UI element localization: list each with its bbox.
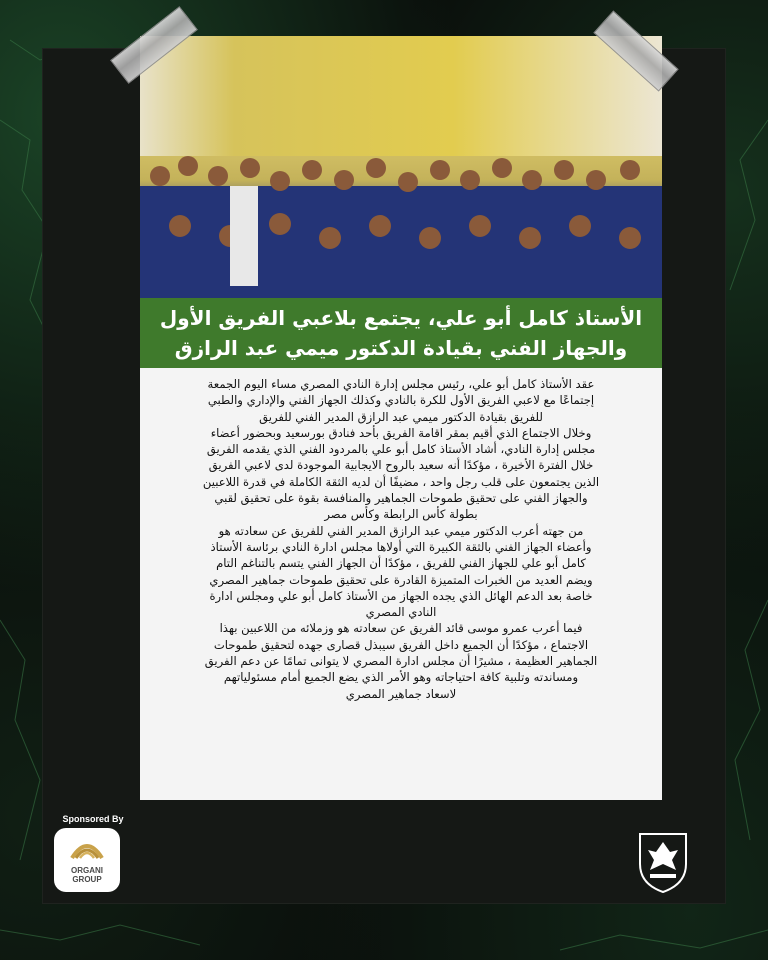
headline-line-2: والجهاز الفني بقيادة الدكتور ميمي عبد الرازق — [174, 336, 628, 360]
article-line: الذين يجتمعون على قلب رجل واحد ، مضيفًا أن لديه الثقة الكاملة في قدرة اللاعبين — [202, 474, 600, 489]
article-line: للفريق بقيادة الدكتور ميمي عبد الرازق المدير الفني للفريق — [259, 409, 543, 424]
headline — [140, 298, 662, 368]
article-line: كامل أبو علي للجهاز الفني للفريق ، مؤكدًا أن الجهاز الفني يتسم بالتناغم التام — [216, 556, 586, 571]
club-crest-icon — [628, 826, 698, 896]
headline-line-1: الأستاذ كامل أبو علي، يجتمع بلاعبي الفريق الأول — [159, 306, 643, 330]
article-line: الاجتماع ، مؤكدًا أن الجميع داخل الفريق سيبذل قصارى جهده لتحقيق طموحات — [213, 637, 589, 652]
organi-emblem-icon — [54, 828, 120, 866]
article-line: خلال الفترة الأخيرة ، مؤكدًا أنه سعيد بالروح الايجابية الموجودة لدى لاعبي الفريق — [208, 458, 594, 473]
article-line: ويضم العديد من الخبرات المتميزة القادرة على تحقيق طموحات جماهير المصري — [209, 572, 593, 587]
article-line: خاصة بعد الدعم الهائل الذي يجده الجهاز من الأستاذ كامل أبو علي ومجلس ادارة — [209, 588, 593, 603]
team-photo — [140, 36, 662, 298]
article-line: لاسعاد جماهير المصري — [345, 686, 457, 701]
article-line: مجلس إدارة النادي، أشاد الأستاذ كامل أبو علي بالمردود الفني الذي يقدمه الفريق — [206, 442, 596, 457]
article-line: إجتماعًا مع لاعبي الفريق الأول للكرة بالنادي وكذلك الجهاز الفني والإداري والطبي — [207, 393, 595, 408]
article-line: الجماهير العظيمة ، مشيرًا أن مجلس ادارة المصري لا يتوانى تمامًا عن دعم الفريق — [204, 654, 598, 669]
sponsor-name-line-1: ORGANI — [71, 866, 103, 875]
article-text — [140, 368, 662, 800]
article-line: والجهاز الفني على تحقيق طموحات الجماهير والمنافسة بقوة على تحقيق لقبي — [214, 491, 588, 506]
article-line: ومساندته وتلبية كافة احتياجاته وهو الأمر الذي يضع الجميع أمام مسئولياتهم — [223, 670, 579, 685]
sponsor-logo — [54, 828, 120, 892]
article-line: النادي المصري — [365, 605, 437, 620]
article-line: بطولة كأس الرابطة وكأس مصر — [324, 507, 478, 522]
article-line: فيما أعرب عمرو موسى قائد الفريق عن سعادته هو وزملائه من اللاعبين بهذا — [219, 621, 583, 636]
players-group-image — [140, 146, 662, 298]
sponsor-name-line-2: GROUP — [72, 875, 102, 884]
article-line: عقد الأستاذ كامل أبو علي، رئيس مجلس إدارة النادي المصري مساء اليوم الجمعة — [207, 377, 595, 391]
photo-wall — [140, 36, 662, 156]
article-line: وأعضاء الجهاز الفني بالثقة الكبيرة التي أولاها مجلس ادارة النادي برئاسة الأستاذ — [210, 539, 592, 554]
sponsor-label: Sponsored By — [62, 814, 124, 824]
article-line: من جهته أعرب الدكتور ميمي عبد الرازق المدير الفني للفريق عن سعادته هو — [218, 523, 584, 538]
article-line: وخلال الاجتماع الذي أقيم بمقر اقامة الفريق بأحد فنادق بورسعيد وبحضور أعضاء — [210, 425, 592, 440]
sponsor-name — [54, 866, 120, 884]
